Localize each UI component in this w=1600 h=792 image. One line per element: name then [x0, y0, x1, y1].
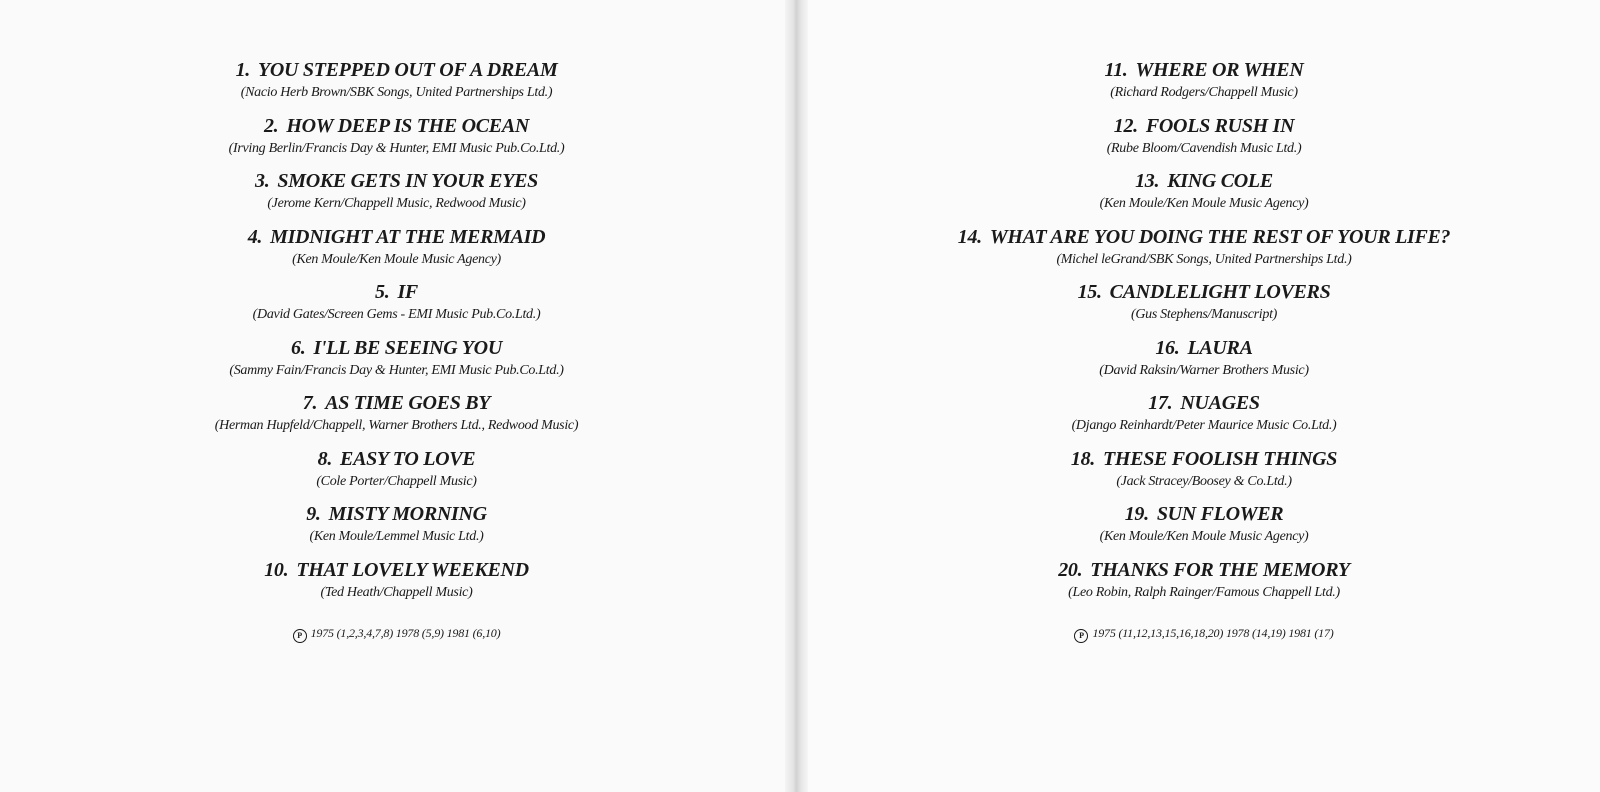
track-item: [808, 557, 1600, 613]
track-title: [8, 113, 785, 139]
track-number: 13.: [1135, 170, 1160, 192]
phonogram-copyright-icon: P: [1074, 629, 1088, 643]
track-number: 16.: [1155, 336, 1180, 359]
track-title: [8, 224, 785, 250]
copyright-text: 1975 (11,12,13,15,16,18,20) 1978 (14,19) 1981 (17): [1092, 626, 1334, 640]
track-name: I'LL BE SEEING YOU: [313, 336, 502, 359]
track-number: 6.: [291, 336, 306, 359]
track-number: 8.: [317, 447, 333, 470]
track-credit: (Michel leGrand/SBK Songs, United Partnerships Ltd.): [1056, 251, 1352, 267]
track-title: [8, 57, 785, 83]
track-name: AS TIME GOES BY: [325, 392, 491, 414]
track-name: NUAGES: [1180, 392, 1260, 414]
track-number: 3.: [255, 170, 270, 192]
track-credit: (Rube Bloom/Cavendish Music Ltd.): [1106, 140, 1302, 156]
track-name: THESE FOOLISH THINGS: [1103, 447, 1338, 470]
track-number: 4.: [247, 225, 263, 248]
track-credit: (Ken Moule/Lemmel Music Ltd.): [309, 529, 484, 544]
track-title: [8, 390, 785, 416]
track-name: KING COLE: [1167, 170, 1273, 192]
track-item: [808, 335, 1600, 391]
track-item: [8, 113, 785, 169]
track-credit: (Ken Moule/Ken Moule Music Agency): [1099, 529, 1309, 544]
track-title: [808, 279, 1600, 305]
track-number: 1.: [235, 59, 250, 81]
track-number: 18.: [1070, 447, 1096, 470]
track-credit: (David Gates/Screen Gems - EMI Music Pub.Co.Ltd.): [252, 307, 541, 322]
track-name: EASY TO LOVE: [340, 447, 476, 470]
track-title: [8, 279, 785, 305]
track-item: [808, 390, 1600, 446]
track-item: [8, 557, 785, 613]
track-name: LAURA: [1187, 336, 1253, 359]
track-item: [8, 390, 785, 446]
track-number: 5.: [375, 281, 390, 303]
track-credit: (Cole Porter/Chappell Music): [316, 473, 477, 489]
track-credit: (Jerome Kern/Chappell Music, Redwood Music): [267, 196, 526, 211]
track-name: YOU STEPPED OUT OF A DREAM: [257, 59, 558, 81]
track-name: THANKS FOR THE MEMORY: [1090, 558, 1350, 581]
track-item: [8, 57, 785, 113]
track-number: 17.: [1148, 392, 1173, 414]
track-item: [8, 335, 785, 391]
track-credit: (Ted Heath/Chappell Music): [320, 584, 473, 600]
track-item: [808, 168, 1600, 224]
track-name: WHERE OR WHEN: [1135, 59, 1304, 81]
track-title: [808, 335, 1600, 361]
track-number: 2.: [263, 114, 279, 137]
copyright-line: [8, 626, 785, 643]
track-credit: (Gus Stephens/Manuscript): [1130, 307, 1278, 322]
track-credit: (Ken Moule/Ken Moule Music Agency): [1099, 196, 1309, 211]
track-item: [808, 446, 1600, 502]
track-credit: (Sammy Fain/Francis Day & Hunter, EMI Music Pub.Co.Ltd.): [229, 362, 564, 378]
left-page: [0, 0, 785, 792]
tracklist-left: [8, 57, 785, 612]
track-number: 14.: [957, 225, 982, 248]
track-name: SMOKE GETS IN YOUR EYES: [277, 170, 538, 192]
track-item: [808, 279, 1600, 335]
track-name: WHAT ARE YOU DOING THE REST OF YOUR LIFE?: [989, 225, 1451, 248]
track-item: [808, 224, 1600, 280]
track-credit: (Herman Hupfeld/Chappell, Warner Brothers Ltd., Redwood Music): [214, 418, 579, 433]
track-credit: (Jack Stracey/Boosey & Co.Ltd.): [1116, 473, 1292, 489]
track-number: 19.: [1124, 503, 1149, 525]
track-credit: (Richard Rodgers/Chappell Music): [1110, 85, 1298, 100]
track-item: [8, 224, 785, 280]
track-title: [808, 557, 1600, 583]
track-title: [808, 113, 1600, 139]
track-title: [808, 390, 1600, 416]
track-credit: (Ken Moule/Ken Moule Music Agency): [292, 251, 501, 267]
tracklist-right: [808, 57, 1600, 612]
track-item: [8, 501, 785, 557]
track-number: 20.: [1058, 558, 1083, 581]
track-item: [808, 57, 1600, 113]
track-number: 10.: [264, 558, 289, 581]
track-number: 7.: [302, 392, 318, 414]
track-title: [8, 168, 785, 194]
track-title: [808, 446, 1600, 472]
track-name: MIDNIGHT AT THE MERMAID: [270, 225, 546, 248]
track-title: [8, 501, 785, 527]
booklet-fold: [785, 0, 808, 792]
track-item: [8, 446, 785, 502]
track-name: CANDLELIGHT LOVERS: [1109, 281, 1331, 303]
track-title: [808, 57, 1600, 83]
track-title: [808, 168, 1600, 194]
track-name: IF: [397, 281, 418, 303]
track-name: FOOLS RUSH IN: [1145, 114, 1295, 137]
track-name: SUN FLOWER: [1156, 503, 1284, 525]
track-title: [808, 501, 1600, 527]
track-item: [808, 113, 1600, 169]
track-title: [8, 557, 785, 583]
track-title: [8, 335, 785, 361]
track-title: [808, 224, 1600, 250]
track-credit: (Django Reinhardt/Peter Maurice Music Co.Ltd.): [1071, 418, 1337, 433]
track-title: [8, 446, 785, 472]
track-number: 15.: [1077, 281, 1102, 303]
track-name: HOW DEEP IS THE OCEAN: [286, 114, 530, 137]
phonogram-copyright-icon: P: [293, 629, 307, 643]
track-item: [8, 279, 785, 335]
track-number: 12.: [1113, 114, 1138, 137]
copyright-line: [808, 626, 1600, 643]
track-credit: (Irving Berlin/Francis Day & Hunter, EMI Music Pub.Co.Ltd.): [228, 140, 565, 156]
copyright-text: 1975 (1,2,3,4,7,8) 1978 (5,9) 1981 (6,10): [310, 626, 501, 640]
track-name: THAT LOVELY WEEKEND: [296, 558, 529, 581]
right-page: [808, 0, 1600, 792]
track-item: [8, 168, 785, 224]
track-credit: (Leo Robin, Ralph Rainger/Famous Chappell Ltd.): [1068, 584, 1340, 600]
track-name: MISTY MORNING: [328, 503, 487, 525]
track-item: [808, 501, 1600, 557]
track-credit: (David Raksin/Warner Brothers Music): [1099, 362, 1309, 378]
track-number: 11.: [1104, 59, 1128, 81]
track-number: 9.: [306, 503, 321, 525]
track-credit: (Nacio Herb Brown/SBK Songs, United Partnerships Ltd.): [240, 85, 553, 100]
